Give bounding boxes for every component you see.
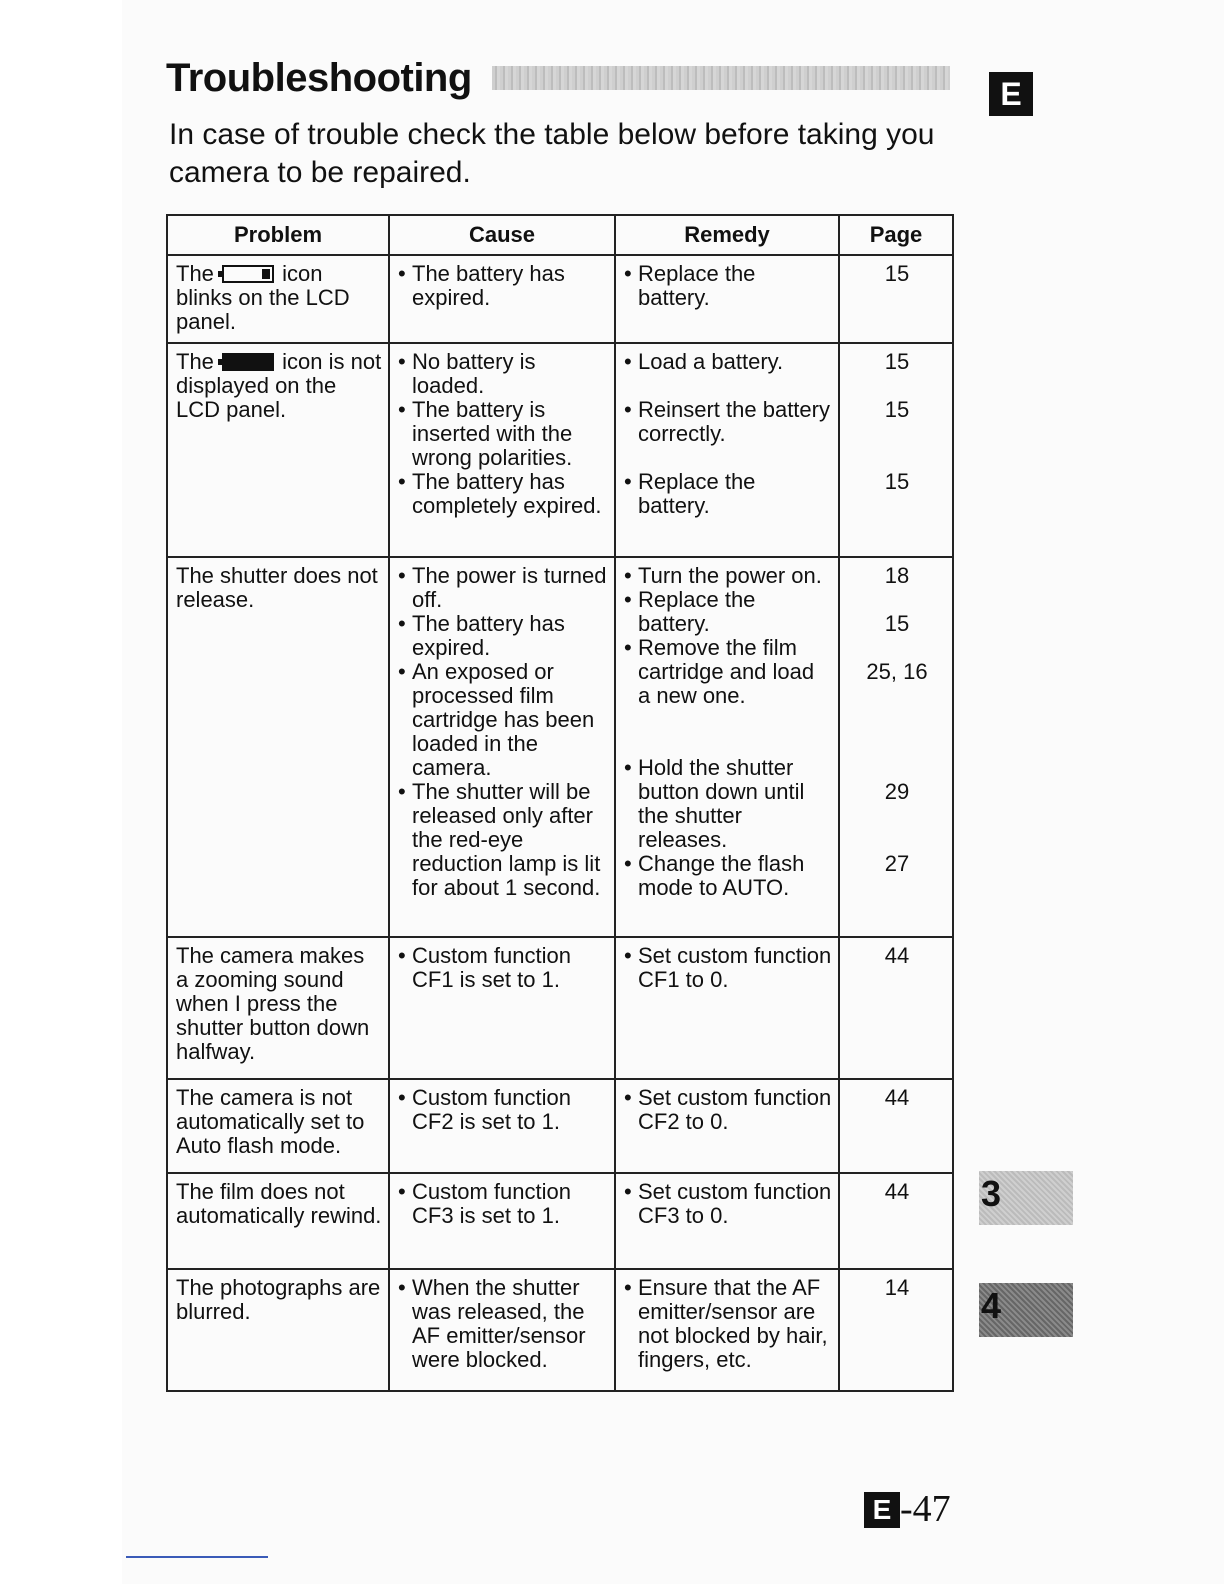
problem-cell — [167, 343, 389, 557]
intro-text: In case of trouble check the table below before taking you camera to be repaired. — [169, 118, 935, 189]
remedy-item: • Hold the shutter button down until the shutter releases. — [624, 756, 832, 852]
cause-item: • The battery has expired. — [398, 612, 608, 660]
page-cell — [839, 1269, 953, 1391]
remedy-item: • Turn the power on. — [624, 564, 832, 588]
remedy-cell — [615, 1269, 839, 1391]
table-row — [167, 937, 953, 1079]
battery-full-icon — [222, 353, 274, 371]
problem-text: The shutter does not release. — [176, 563, 378, 612]
problem-text: The — [176, 261, 214, 286]
page-ref: 14 — [884, 1275, 910, 1300]
cause-item: • Custom function CF2 is set to 1. — [398, 1086, 608, 1134]
remedy-cell — [615, 343, 839, 557]
problem-text: The camera makes a zooming sound when I press the shutter button down halfway. — [176, 943, 370, 1064]
problem-cell — [167, 937, 389, 1079]
cause-item: • The battery has completely expired. — [398, 470, 608, 518]
cause-item: • Custom function CF1 is set to 1. — [398, 944, 608, 992]
remedy-item: • Set custom function CF1 to 0. — [624, 944, 832, 992]
page-ref: 44 — [884, 943, 910, 968]
cause-cell — [389, 343, 615, 557]
table-row — [167, 343, 953, 557]
cause-cell — [389, 1269, 615, 1391]
page-ref: 18 — [884, 563, 910, 588]
remedy-item: • Set custom function CF3 to 0. — [624, 1180, 832, 1228]
cause-item: • An exposed or processed film cartridge has been loaded in the camera. — [398, 660, 608, 780]
page-ref: 15 — [884, 261, 910, 286]
cause-cell — [389, 557, 615, 937]
troubleshooting-table — [166, 214, 954, 1392]
page-number-value: -47 — [900, 1488, 951, 1530]
page-ref: 44 — [884, 1085, 910, 1110]
problem-text: The camera is not automatically set to Auto flash mode. — [176, 1085, 365, 1158]
page-cell — [839, 343, 953, 557]
cause-item: • When the shutter was released, the AF emitter/sensor were blocked. — [398, 1276, 608, 1372]
bottom-rule — [126, 1556, 268, 1558]
problem-cell — [167, 1173, 389, 1269]
remedy-item: • Replace the battery. — [624, 588, 832, 636]
problem-text: The film does not automatically rewind. — [176, 1179, 382, 1228]
page-ref: 15 — [884, 611, 910, 636]
remedy-cell — [615, 557, 839, 937]
remedy-cell — [615, 937, 839, 1079]
table-header-row — [167, 215, 953, 255]
header-cause: Cause — [389, 215, 615, 255]
problem-text: icon is not displayed on the LCD panel. — [176, 349, 382, 422]
language-tab: E — [989, 72, 1033, 116]
page-ref: 15 — [884, 469, 910, 494]
remedy-item: • Replace the battery. — [624, 470, 832, 518]
page-ref: 15 — [884, 349, 910, 374]
battery-empty-icon — [222, 265, 274, 283]
table-row — [167, 255, 953, 343]
remedy-item: • Replace the battery. — [624, 262, 832, 310]
cause-cell — [389, 1173, 615, 1269]
page-ref: 15 — [884, 397, 910, 422]
page-cell — [839, 937, 953, 1079]
header-page: Page — [839, 215, 953, 255]
problem-cell — [167, 1269, 389, 1391]
page-cell — [839, 255, 953, 343]
page-cell — [839, 1079, 953, 1173]
remedy-item: • Change the flash mode to AUTO. — [624, 852, 832, 900]
cause-item: • The power is turned off. — [398, 564, 608, 612]
remedy-cell — [615, 1079, 839, 1173]
remedy-item: • Remove the film cartridge and load a new one. — [624, 636, 832, 708]
page-ref: 44 — [884, 1179, 910, 1204]
page-cell — [839, 557, 953, 937]
page-number — [864, 1487, 951, 1531]
page-title: Troubleshooting — [166, 56, 472, 100]
remedy-cell — [615, 1173, 839, 1269]
cause-cell — [389, 1079, 615, 1173]
remedy-item: • Ensure that the AF emitter/sensor are not blocked by hair, fingers, etc. — [624, 1276, 832, 1372]
cause-item: • The battery has expired. — [398, 262, 608, 310]
cause-cell — [389, 937, 615, 1079]
header-problem: Problem — [167, 215, 389, 255]
cause-item: • The battery is inserted with the wrong polarities. — [398, 398, 608, 470]
table-row — [167, 1079, 953, 1173]
table-row — [167, 1269, 953, 1391]
cause-item: • The shutter will be released only after the red-eye reduction lamp is lit for about 1 second. — [398, 780, 608, 900]
header-remedy: Remedy — [615, 215, 839, 255]
remedy-item: • Set custom function CF2 to 0. — [624, 1086, 832, 1134]
cause-item: • Custom function CF3 is set to 1. — [398, 1180, 608, 1228]
problem-text: The — [176, 349, 214, 374]
problem-text: icon blinks on the LCD panel. — [176, 261, 350, 334]
cause-cell — [389, 255, 615, 343]
page-ref: 25, 16 — [866, 659, 928, 684]
cause-item: • No battery is loaded. — [398, 350, 608, 398]
chapter-tab-3[interactable]: 3 — [979, 1171, 1073, 1225]
table-row — [167, 1173, 953, 1269]
page-ref: 27 — [884, 851, 910, 876]
table-row — [167, 557, 953, 937]
page-number-prefix: E — [864, 1492, 900, 1528]
problem-cell — [167, 255, 389, 343]
problem-cell — [167, 1079, 389, 1173]
problem-cell — [167, 557, 389, 937]
chapter-tab-4[interactable]: 4 — [979, 1283, 1073, 1337]
title-decoration-bar — [492, 66, 950, 90]
problem-text: The photographs are blurred. — [176, 1275, 381, 1324]
remedy-item: • Reinsert the battery correctly. — [624, 398, 832, 446]
page-cell — [839, 1173, 953, 1269]
page-ref: 29 — [884, 779, 910, 804]
remedy-cell — [615, 255, 839, 343]
remedy-item: • Load a battery. — [624, 350, 832, 374]
